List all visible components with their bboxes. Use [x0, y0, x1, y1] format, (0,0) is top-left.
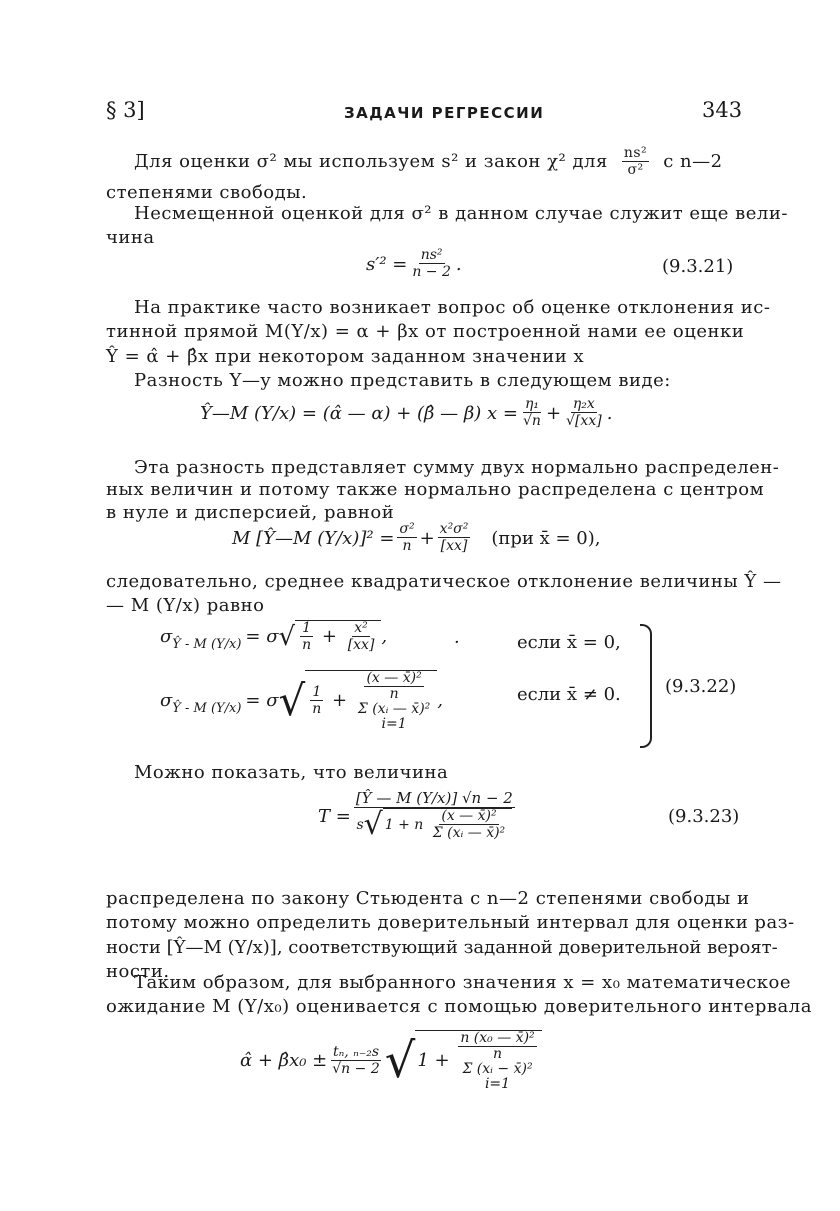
eq22-r2-b-den-top: n	[389, 686, 399, 703]
eq23-inner-den: Σ (xᵢ — x̄)²	[432, 825, 506, 842]
final-lhs: α̂ + β̂x₀ ±	[240, 1050, 328, 1072]
para7-line3: ности [Ŷ—M (Y/x)], соответствующий заданной доверительной вероят-	[106, 937, 778, 958]
para1-fraction	[622, 146, 649, 178]
eq21-dot: .	[455, 253, 462, 275]
eq23-lhs: T =	[318, 805, 351, 827]
final-radical-icon: √	[384, 1032, 416, 1089]
eq22-row2	[160, 670, 443, 731]
eqdiff-frac1	[521, 397, 543, 429]
eq22-right-brace	[640, 624, 652, 748]
eq22-r1-b-num: x²	[354, 620, 368, 636]
eq22-r2-b-den-bot: i=1	[381, 716, 407, 733]
eq22-r2-radicand	[305, 670, 437, 731]
eq22-r1-comma: ,	[381, 626, 388, 648]
final-radicand	[415, 1030, 541, 1091]
equation-difference	[200, 397, 612, 429]
eqvar-frac2	[438, 522, 471, 554]
final-rad-den-top: n	[492, 1046, 503, 1063]
eqvar-condition: (при x̄ = 0),	[491, 527, 601, 549]
equation-9-3-21	[366, 248, 462, 280]
eq22-r1-a-den: n	[302, 637, 312, 654]
eq21-den: n − 2	[412, 264, 451, 281]
eq22-r2-a-num: 1	[312, 684, 322, 700]
para4-line1: Эта разность представляет сумму двух нормально распределен-	[134, 457, 780, 478]
equation-variance	[232, 522, 601, 554]
eq22-r2-frac-b	[356, 671, 432, 731]
eqdiff-dot: .	[606, 402, 613, 424]
running-title: ЗАДАЧИ РЕГРЕССИИ	[344, 104, 545, 122]
eq22-r1-a-num: 1	[302, 620, 312, 636]
eqdiff-f2-den: √[xx]	[566, 413, 602, 430]
eq22-r2-sub: Ŷ - M (Y/x)	[172, 701, 242, 717]
para8-line1: Таким образом, для выбранного значения x = x₀ математическое	[134, 972, 792, 993]
para3-line3: Ŷ = α̂ + β̂x при некотором заданном значении x	[106, 346, 585, 367]
eq23-den-s: s	[356, 816, 364, 833]
eq23-den	[354, 808, 514, 843]
para7-line1: распределена по закону Стьюдента с n—2 степенями свободы и	[106, 888, 750, 909]
eqdiff-f2-num: η₂x	[572, 396, 595, 412]
eqdiff-plus: +	[545, 402, 562, 424]
eqvar-f2-num: x²σ²	[439, 521, 469, 537]
eq22-r2-a-den: n	[312, 701, 322, 718]
para5-line2: — M (Y/x) равно	[106, 595, 265, 616]
para1-line2: степенями свободы.	[106, 182, 308, 203]
eq21-lhs: s′² =	[366, 253, 408, 275]
eq22-r1-plus: +	[321, 626, 337, 648]
para5-line1: следовательно, среднее квадратическое отклонение величины Ŷ —	[106, 571, 782, 592]
para2-line2: чина	[106, 227, 155, 248]
section-marker: § 3]	[106, 98, 145, 122]
final-f-den: √n − 2	[332, 1060, 380, 1077]
eq22-r2-plus: +	[332, 690, 348, 712]
eq22-r2-b-num: (x — x̄)²	[366, 670, 422, 686]
page-number: 343	[702, 98, 743, 122]
eq21-num: ns²	[420, 247, 443, 263]
eq23-radicand	[383, 808, 512, 841]
final-f-num: tₙ, ₙ₋₂s	[332, 1043, 380, 1060]
eq23-den-1: 1 + n	[384, 817, 424, 834]
eq22-r1-radicand	[295, 620, 381, 653]
para1-frac-num: ns²	[623, 145, 648, 161]
eq22-r1-sigma: σ	[160, 626, 173, 648]
para8-line2: ожидание M (Y/x₀) оценивается с помощью доверительного интервала	[106, 996, 812, 1017]
eq21-fraction	[410, 248, 453, 280]
para3-line1: На практике часто возникает вопрос об оценке отклонения ис-	[134, 297, 771, 318]
para1-line1	[134, 146, 723, 178]
eq23-inner-num: (x — x̄)²	[441, 808, 497, 824]
para1-text: Для оценки σ² мы используем s² и закон χ² для	[134, 151, 608, 173]
eqvar-frac1	[397, 522, 416, 554]
eqdiff-f1-den: √n	[523, 413, 541, 430]
equation-confidence-interval	[240, 1030, 542, 1091]
final-rad-frac	[458, 1031, 536, 1091]
eq23-radical-icon: √	[363, 806, 383, 842]
eq22-r2-condition: если x̄ ≠ 0.	[517, 684, 621, 705]
eqdiff-frac2	[564, 397, 604, 429]
eq22-r1-sub: Ŷ - M (Y/x)	[172, 637, 242, 653]
para4-line3: в нуле и дисперсией, равной	[106, 502, 395, 523]
eq23-number: (9.3.23)	[668, 806, 740, 827]
eq22-r1-frac-a	[300, 621, 313, 653]
eq21-number: (9.3.21)	[662, 256, 734, 277]
final-rad-1: 1 +	[417, 1050, 450, 1072]
para7-line4: ности.	[106, 961, 170, 982]
para6-line1: Можно показать, что величина	[134, 762, 449, 783]
eq22-r2-radical-icon: √	[278, 676, 306, 726]
eqvar-lhs: M [Ŷ—M (Y/x)]² =	[232, 527, 395, 549]
eqdiff-f1-num: η₁	[524, 396, 539, 412]
eqvar-f1-num: σ²	[399, 521, 415, 537]
eq22-r2-frac-a	[310, 685, 323, 717]
final-rad-den: Σ (xᵢ − x̄)²	[462, 1061, 533, 1078]
eq22-r1-condition: если x̄ = 0,	[517, 632, 621, 653]
eq22-r1-frac-b	[346, 621, 377, 653]
para1-text-end: с n—2	[663, 151, 723, 173]
eq22-row1	[160, 620, 387, 653]
para4-line2: ных величин и потому также нормально распределена с центром	[106, 479, 765, 500]
eqdiff-lhs: Ŷ—M (Y/x) = (α̂ — α) + (β̂ — β) x =	[200, 402, 519, 424]
para3-line4: Разность Y—y можно представить в следующем виде:	[134, 370, 671, 391]
eq23-inner-frac	[431, 809, 507, 841]
eq22-r2-b-den: Σ (xᵢ — x̄)²	[357, 701, 431, 718]
eq22-r1-eq: = σ	[245, 626, 279, 648]
eq22-r2-sigma: σ	[160, 690, 173, 712]
eq22-r2-eq: = σ	[245, 690, 279, 712]
eq23-num: [Ŷ — M (Y/x)] √n − 2	[355, 789, 513, 807]
eq22-number: (9.3.22)	[665, 676, 737, 697]
final-rad-num: n (x₀ — x̄)²	[460, 1030, 535, 1046]
eqvar-f1-den: n	[402, 538, 412, 555]
para1-frac-den: σ²	[627, 162, 644, 179]
para2-line1: Несмещенной оценкой для σ² в данном случае служит еще вели-	[134, 203, 788, 224]
final-rad-den-bot: i=1	[484, 1076, 511, 1093]
para3-line2: тинной прямой M(Y/x) = α + βx от построенной нами ее оценки	[106, 321, 745, 342]
eq23-fraction	[354, 790, 515, 842]
eq22-r1-dot: ·	[454, 632, 460, 653]
eqvar-f2-den: [xx]	[440, 538, 468, 555]
para7-line2: потому можно определить доверительный интервал для оценки раз-	[106, 912, 795, 933]
eqvar-plus: +	[419, 527, 435, 549]
eq22-r2-comma: ,	[437, 690, 444, 712]
final-fraction	[330, 1045, 381, 1077]
eq22-r1-radical-icon: √	[278, 621, 296, 652]
equation-9-3-23	[318, 790, 518, 842]
eq22-r1-b-den: [xx]	[347, 637, 375, 654]
